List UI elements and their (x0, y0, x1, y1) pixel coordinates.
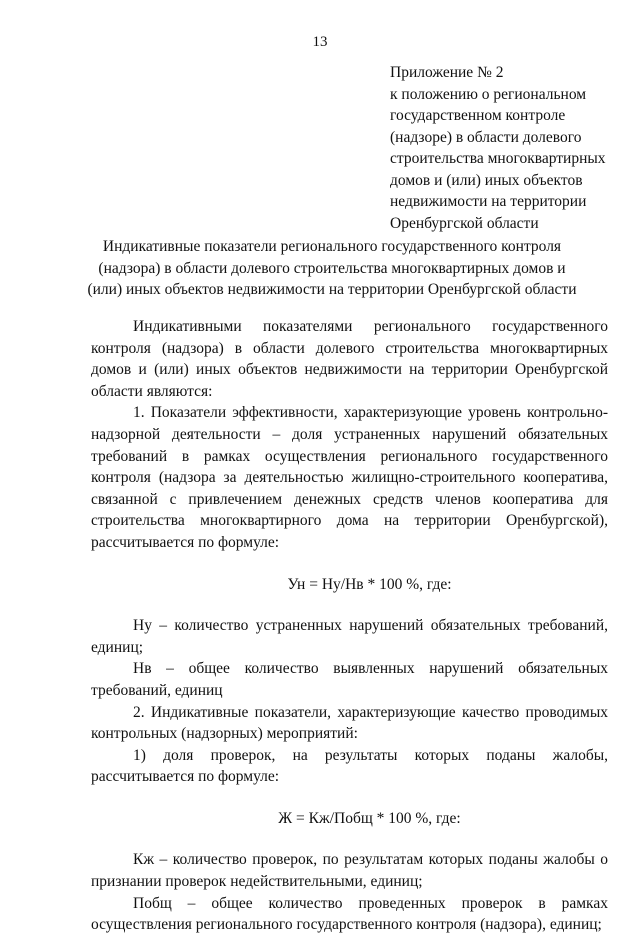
definition-nv: Нв – общее количество выявленных нарушений обязательных требований, единиц (91, 660, 608, 699)
item-2-paragraph: 2. Индикативные показатели, характеризующие качество проводимых контрольных (надзорных) мероприятий: (91, 703, 608, 743)
item-2-1-paragraph: 1) доля проверок, на результаты которых поданы жалобы, рассчитывается по формуле: (91, 746, 608, 786)
definition-kzh: Кж – количество проверок, по результатам которых поданы жалобы о признании проверок недействительными, единиц; (91, 851, 608, 891)
page-number: 13 (312, 34, 328, 50)
document-body (91, 316, 608, 936)
appendix-line: Оренбургской области (390, 214, 539, 232)
definition-ny: Ну – количество устраненных нарушений обязательных требований, единиц; (91, 617, 608, 656)
formula-efficiency: Ун = Ну/Нв * 100 %, где: (287, 575, 452, 593)
appendix-line: государственном контроле (390, 107, 566, 124)
definition-pobsh: Побщ – общее количество проведенных проверок в рамках осуществления регионального государственного контроля (надзора), единиц; (91, 894, 608, 934)
appendix-line: недвижимости на территории (390, 193, 587, 210)
appendix-line: (надзоре) в области долевого (390, 128, 582, 146)
appendix-block (390, 62, 630, 234)
intro-paragraph: Индикативными показателями регионального государственного контроля (надзора) в области долевого строительства многоквартирных домов и (или) иных объектов недвижимости на территории Оренбургской области являются: (91, 318, 608, 400)
item-1-paragraph: 1. Показатели эффективности, характеризующие уровень контрольно-надзорной деятельности – доля устраненных нарушений обязательных требований в рамках осуществления регионального государственного контроля (надзора за деятельностью жилищно-строительного кооператива, связанной с привлечением денежных средств членов кооператива для строительства многоквартирного дома на территории Оренбургской), рассчитывается по формуле: (91, 404, 608, 551)
appendix-line: к положению о региональном (390, 85, 587, 103)
appendix-title: Приложение № 2 (390, 64, 504, 81)
document-heading: Индикативные показатели регионального государственного контроля (надзора) в области долевого строительства многоквартирных домов и (или) иных объектов недвижимости на территории Оренбургской области (87, 238, 577, 298)
formula-complaints: Ж = Кж/Побщ * 100 %, где: (278, 809, 461, 827)
appendix-line: домов и (или) иных объектов (390, 171, 583, 189)
appendix-line: строительства многоквартирных (390, 150, 606, 167)
